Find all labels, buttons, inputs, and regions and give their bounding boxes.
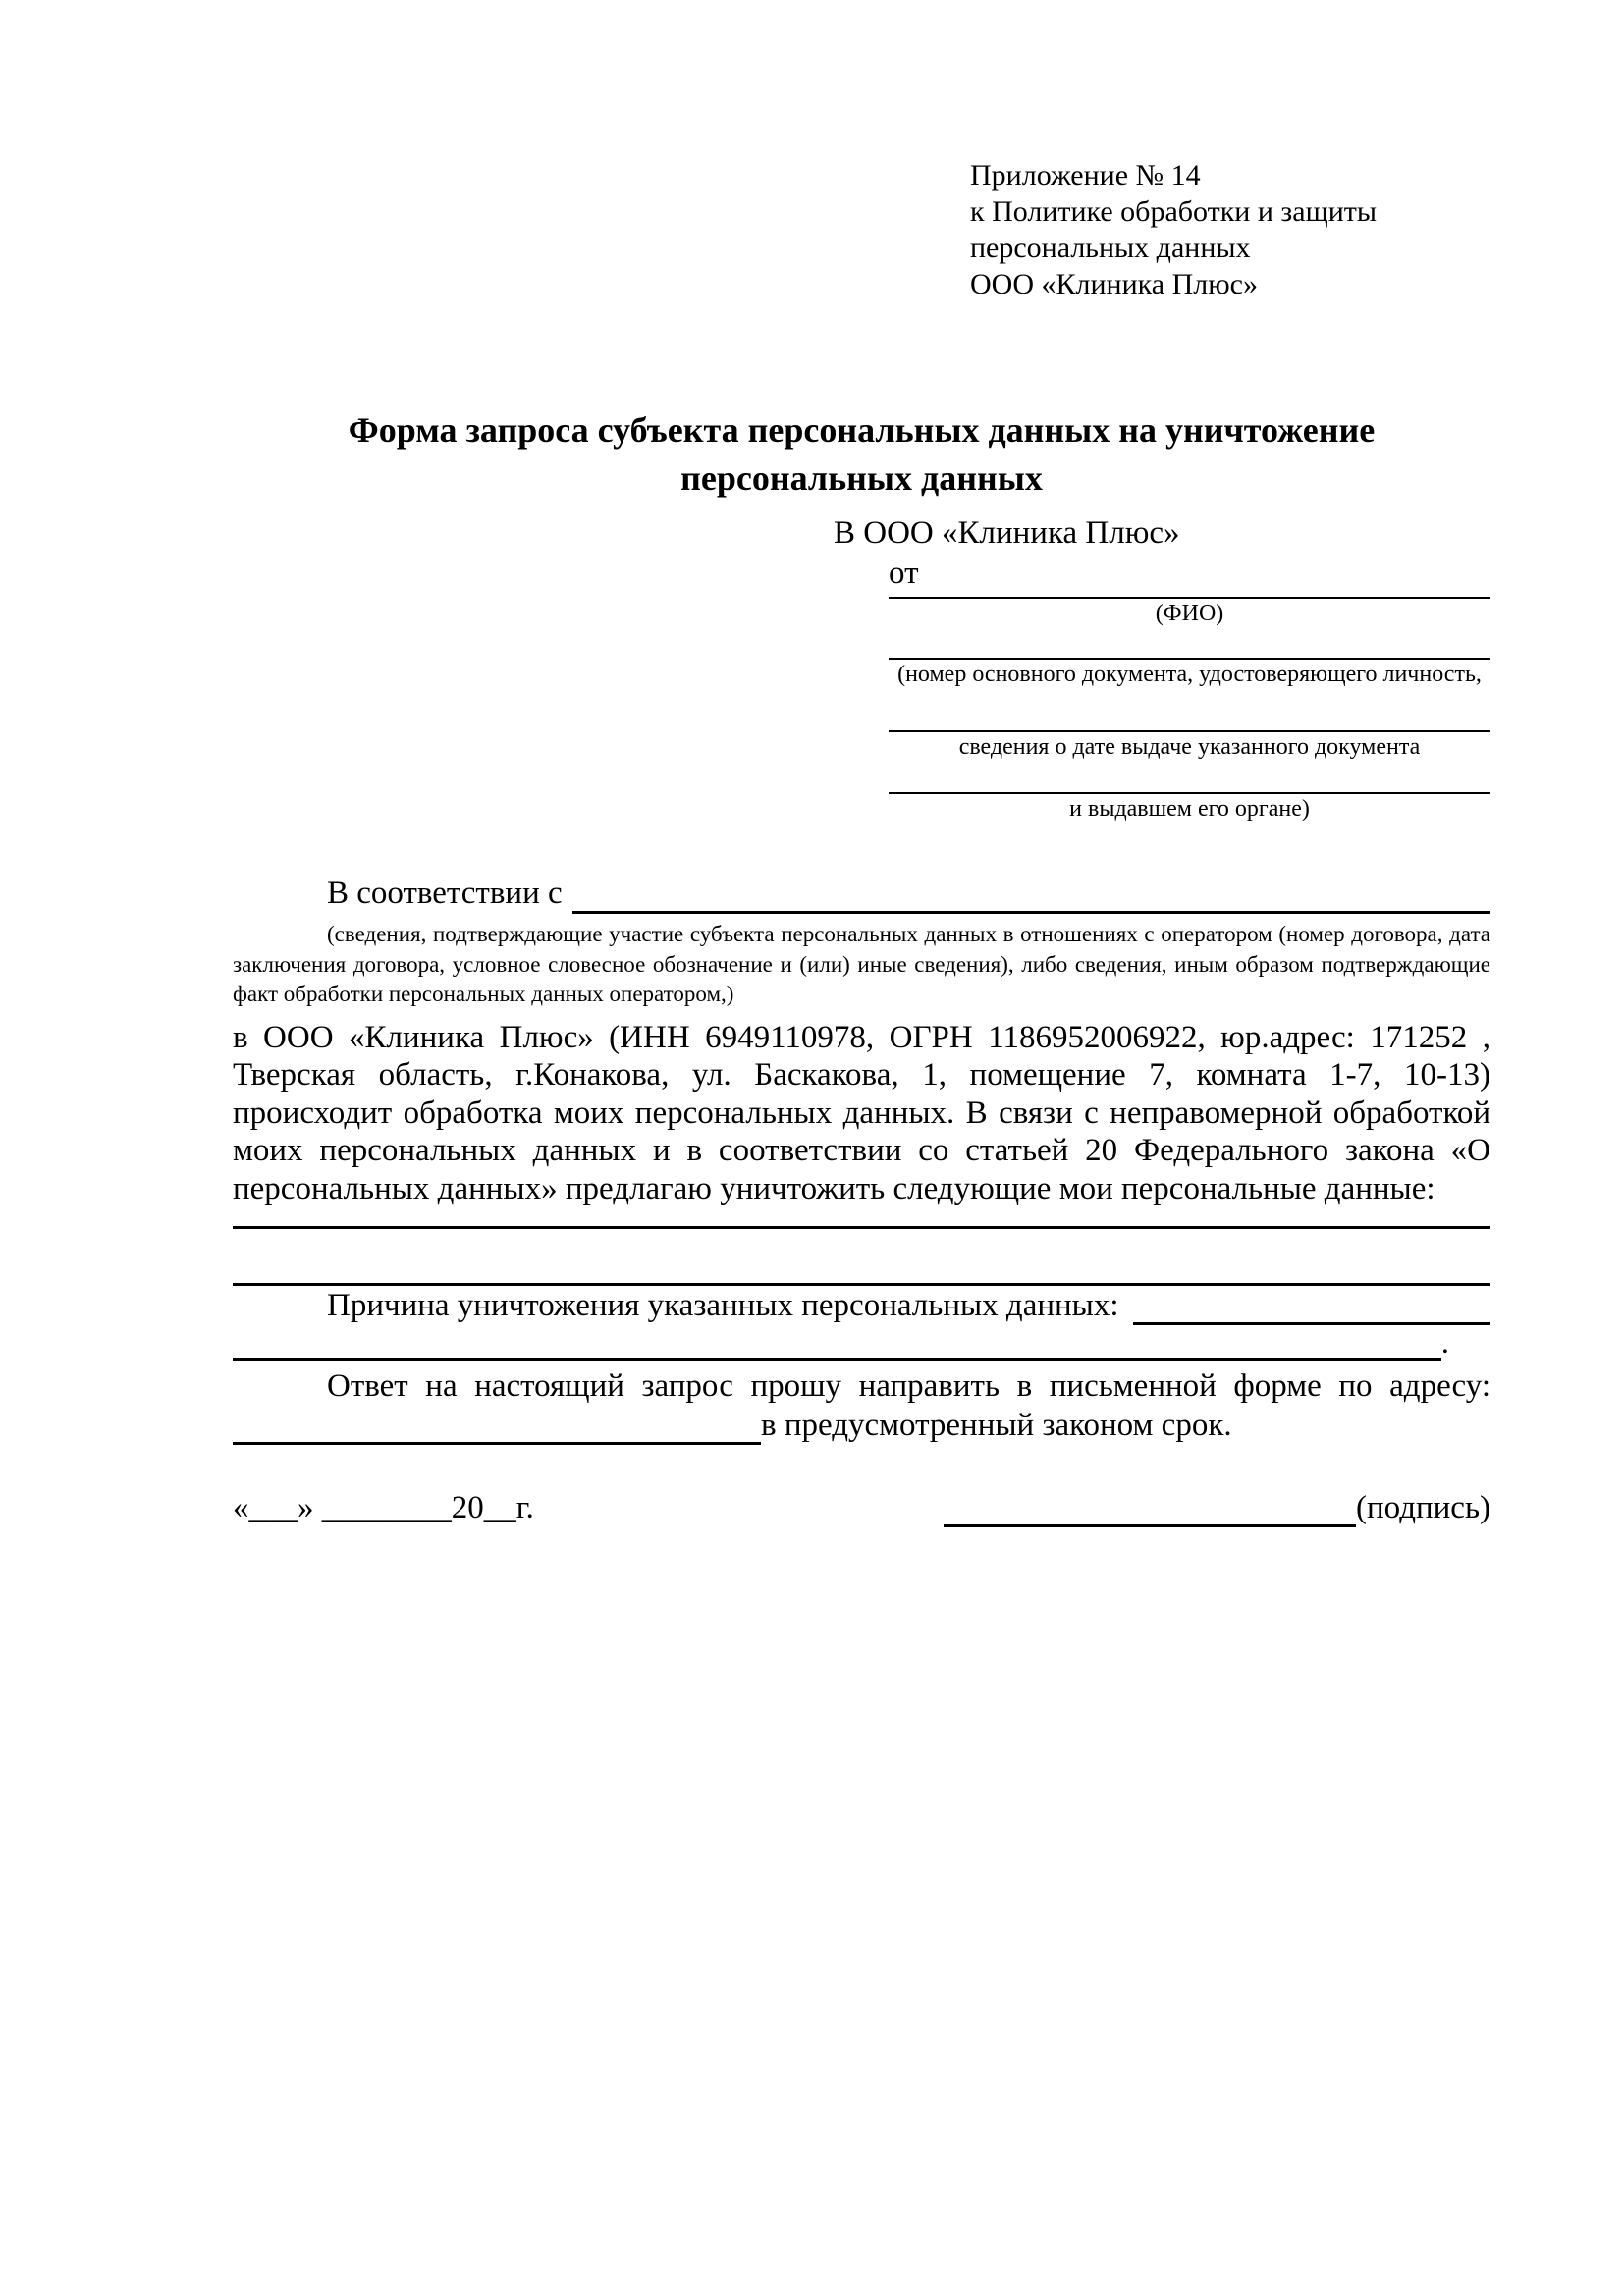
reply-request-line: Ответ на настоящий запрос прошу направить в письменной форме по адресу: <box>327 1368 1490 1404</box>
doc-number-caption: (номер основного документа, удостоверяющего личность, <box>897 662 1482 687</box>
addressee-organization: В ООО «Клиника Плюс» <box>834 515 1180 551</box>
annex-line-2: к Политике обработки и защиты <box>970 195 1378 228</box>
reason-blank-line-2 <box>233 1352 1441 1361</box>
personal-data-blank-line-1 <box>233 1207 1490 1229</box>
date-signature-row <box>233 1488 1490 1527</box>
annex-note <box>970 157 1490 302</box>
addressee-from-label: от <box>889 556 919 591</box>
reason-blank-line <box>1133 1316 1490 1325</box>
annex-line-1: Приложение № 14 <box>970 159 1201 191</box>
doc-number-blank-line <box>889 628 1490 660</box>
reason-continuation-row <box>233 1325 1490 1361</box>
signature-caption: (подпись) <box>1356 1490 1490 1525</box>
accordance-row <box>233 873 1490 914</box>
reason-row <box>233 1286 1490 1325</box>
accordance-footnote: (сведения, подтверждающие участие субъекта персональных данных в отношениях с оператором (номер договора, дата заключения договора, условное словесное обозначение и (или) иные сведения), либо сведения, иным образом подтверждающие факт обработки персональных данных оператором,) <box>233 922 1490 1006</box>
signature-group <box>944 1488 1490 1527</box>
accordance-lead: В соответствии с <box>327 876 563 911</box>
reply-address-row <box>233 1406 1490 1445</box>
reply-address-blank-line <box>233 1436 761 1445</box>
trailing-period: . <box>1440 1325 1449 1361</box>
doc-issue-date-blank-line <box>889 689 1490 732</box>
document-title: Форма запроса субъекта персональных данных на уничтожение персональных данных <box>348 410 1376 498</box>
accordance-blank-line <box>572 878 1490 914</box>
annex-line-3: персональных данных <box>970 232 1251 264</box>
date-blank: «___» ________20__г. <box>233 1490 534 1525</box>
signature-blank-line <box>944 1519 1356 1527</box>
personal-data-blank-line-2 <box>233 1229 1490 1286</box>
annex-line-4: ООО «Клиника Плюс» <box>970 268 1258 300</box>
reply-tail-text: в предусмотренный законом срок. <box>761 1408 1232 1443</box>
doc-issuer-blank-line <box>889 762 1490 794</box>
doc-issuer-caption: и выдавшем его органе) <box>1069 796 1310 822</box>
reason-label: Причина уничтожения указанных персональных данных: <box>327 1288 1119 1323</box>
doc-issue-date-caption: сведения о дате выдаче указанного документа <box>958 734 1421 760</box>
fio-caption: (ФИО) <box>1155 601 1224 626</box>
addressee-block <box>834 512 1490 824</box>
main-paragraph: в ООО «Клиника Плюс» (ИНН 6949110978, ОГРН 1186952006922, юр.адрес: 171252 , Тверская область, г.Конакова, ул. Баскакова, 1, помещение 7, комната 1-7, 10-13) происходит обработка моих персональных данных. В связи с неправомерной обработкой моих персональных данных и в соответствии со статьей 20 Федерального закона «О персональных данных» предлагаю уничтожить следующие мои персональные данные: <box>233 1019 1490 1206</box>
